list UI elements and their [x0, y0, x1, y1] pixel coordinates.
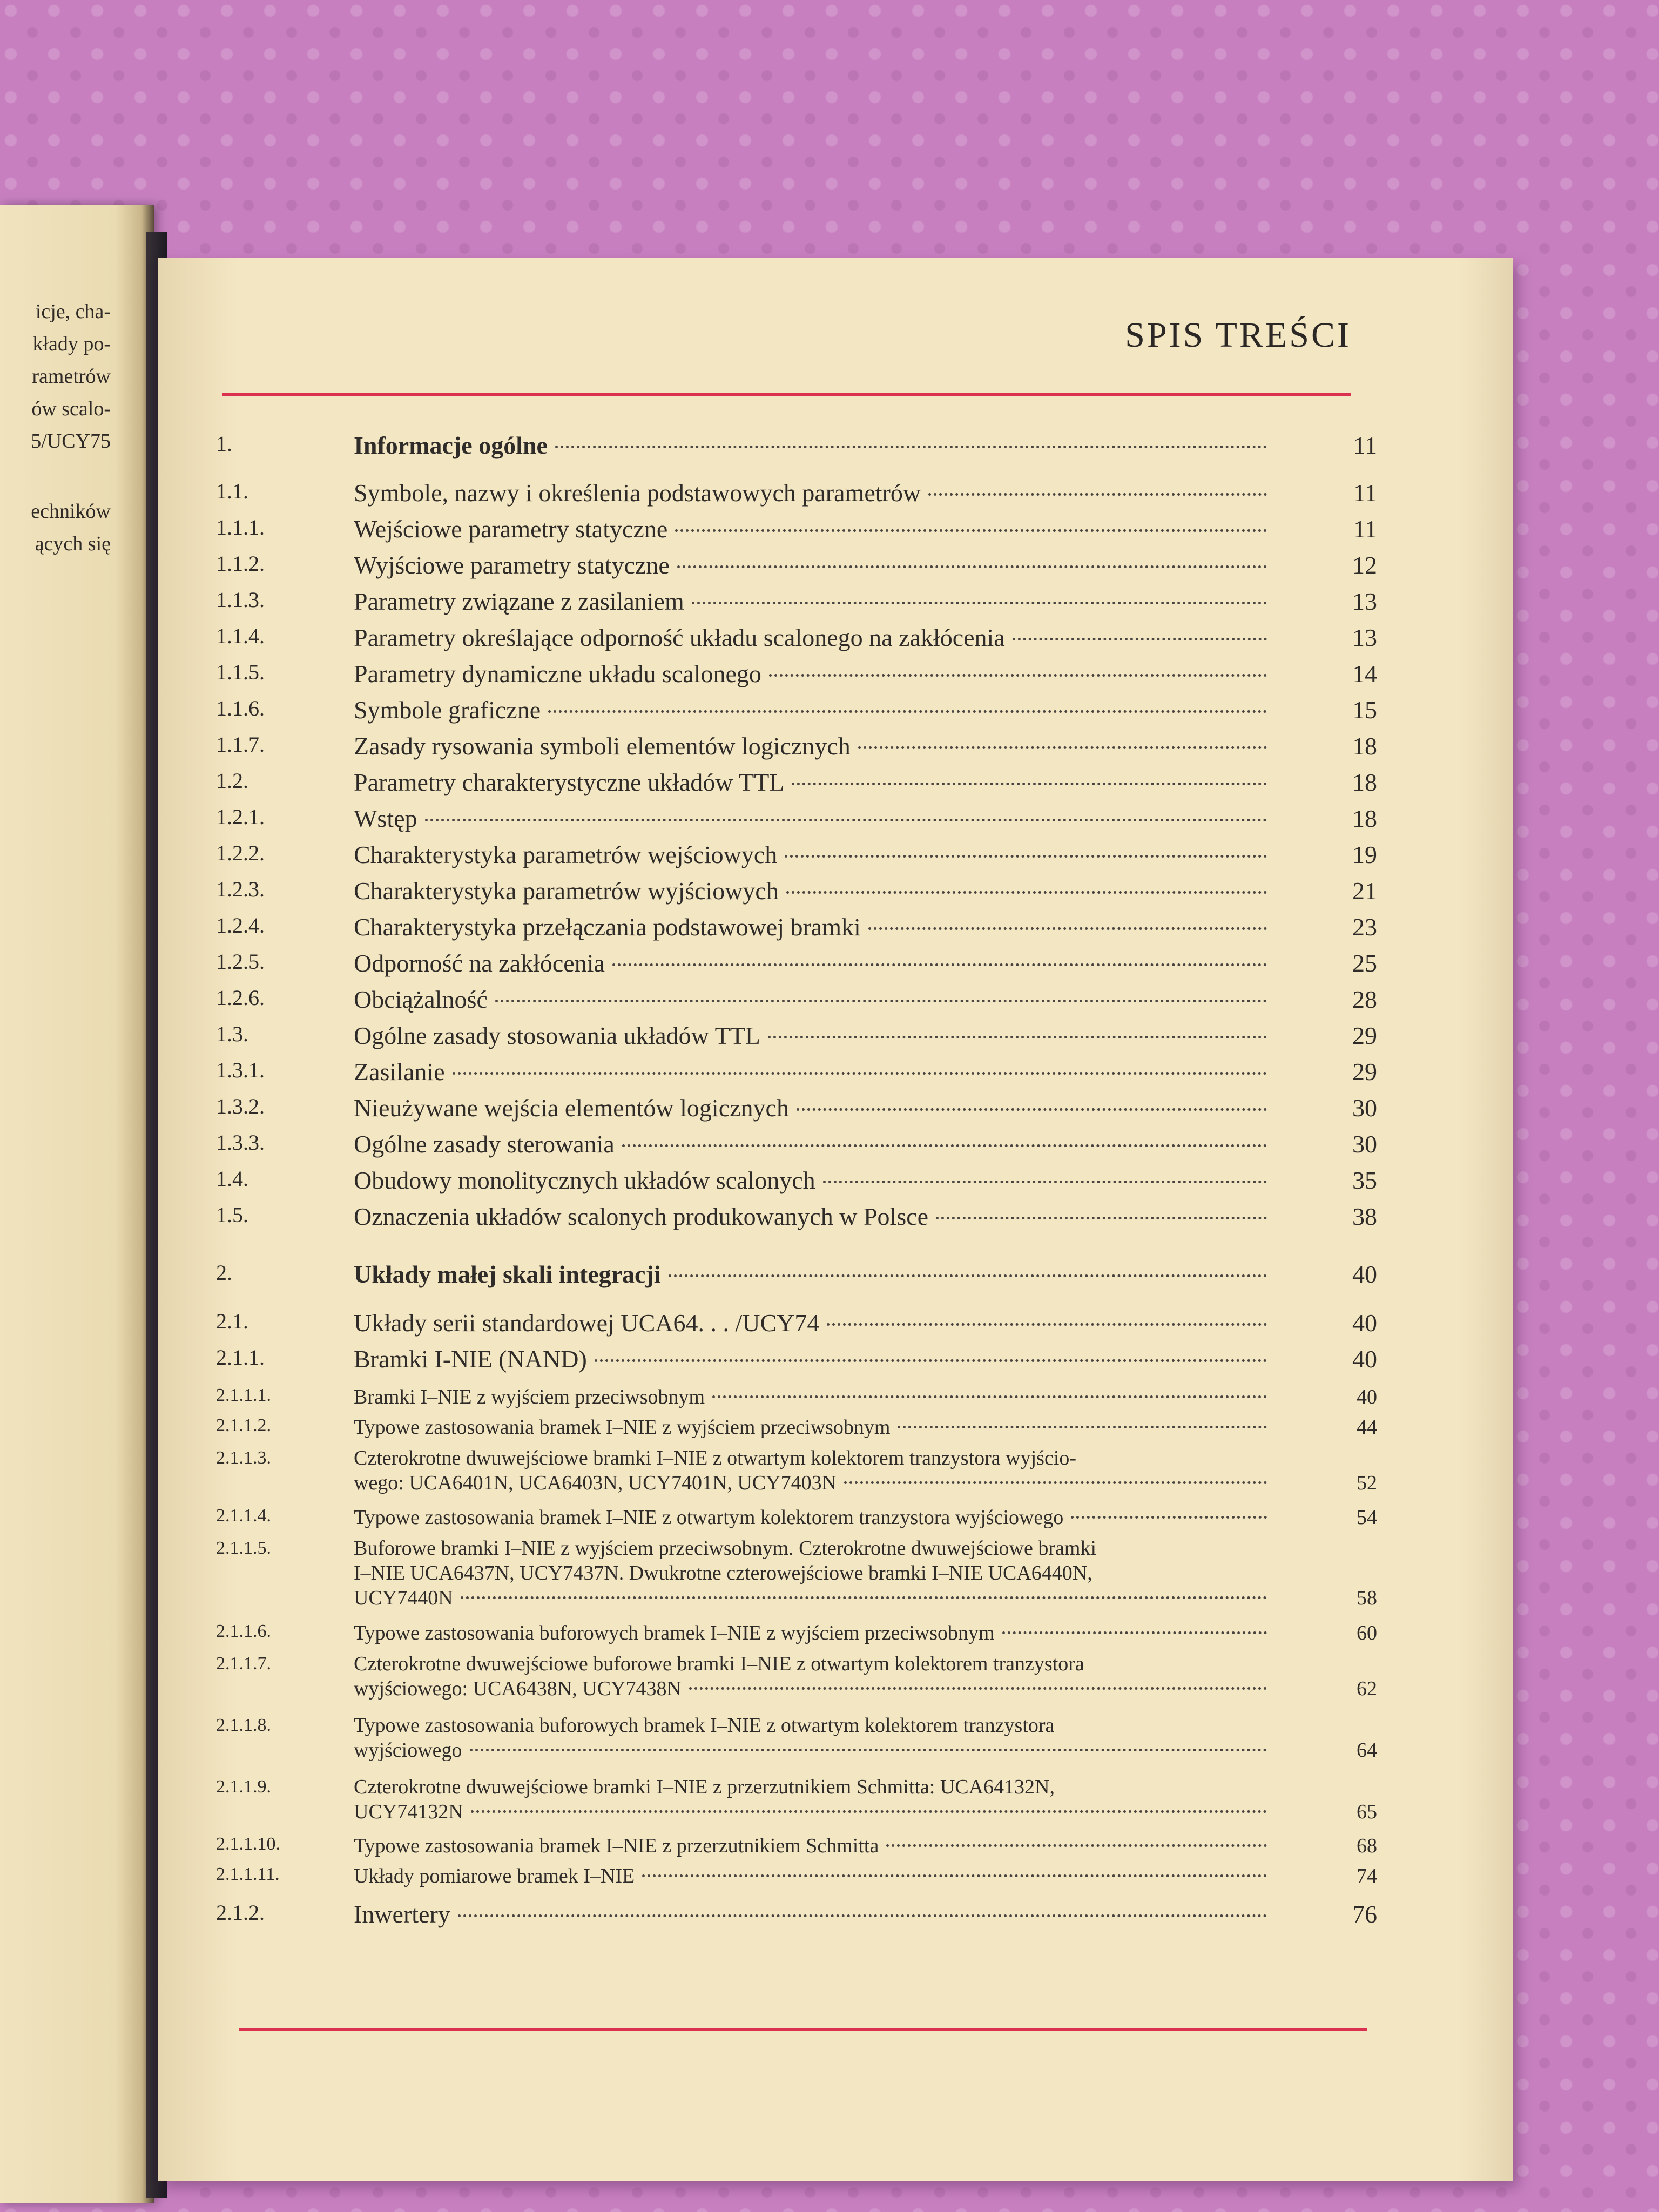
entry-title: Oznaczenia układów scalonych produkowanych w Polsce: [354, 1203, 929, 1230]
entry-page: 29: [1352, 1058, 1377, 1085]
entry-number: 2.: [216, 1260, 232, 1285]
entry-title-line: Typowe zastosowania buforowych bramek I–NIE z otwartym kolektorem tranzystora: [354, 1714, 1055, 1737]
entry-number: 2.1.1.5.: [216, 1538, 271, 1558]
entry-title-line: Czterokrotne dwuwejściowe bramki I–NIE z otwartym kolektorem tranzystora wyjścio-: [354, 1447, 1077, 1469]
leader-dots: [453, 1072, 1267, 1075]
entry-page: 30: [1352, 1130, 1377, 1158]
entry-title: Inwertery: [354, 1900, 450, 1928]
entry-title: Charakterystyka parametrów wyjściowych: [354, 877, 779, 905]
entry-page: 29: [1352, 1022, 1377, 1049]
entry-number: 2.1.1.4.: [216, 1506, 271, 1526]
leader-dots: [425, 819, 1267, 821]
entry-number: 2.1.: [216, 1309, 248, 1333]
leader-dots: [642, 1874, 1267, 1877]
leader-dots: [898, 1426, 1267, 1428]
entry-page: 58: [1357, 1587, 1377, 1609]
leader-dots: [689, 1687, 1267, 1690]
leader-dots: [555, 446, 1267, 448]
entry-page: 40: [1352, 1309, 1377, 1337]
leader-dots: [936, 1217, 1267, 1219]
entry-page: 65: [1357, 1800, 1377, 1823]
leader-dots: [675, 529, 1267, 532]
leader-dots: [612, 963, 1267, 966]
left-page-fragment: ów scalo-: [31, 397, 111, 420]
entry-title: Nieużywane wejścia elementów logicznych: [354, 1094, 789, 1122]
entry-number: 1.2.1.: [216, 805, 265, 829]
entry-number: 1.3.1.: [216, 1058, 265, 1082]
leader-dots: [470, 1749, 1267, 1751]
entry-number: 1.1.4.: [216, 624, 265, 648]
entry-title: Ogólne zasady stosowania układów TTL: [354, 1022, 760, 1049]
entry-number: 1.1.2.: [216, 551, 265, 576]
left-page-fragment: ących się: [35, 532, 111, 555]
entry-page: 14: [1352, 660, 1377, 687]
entry-title: Symbole graficzne: [354, 696, 541, 724]
entry-title: Symbole, nazwy i określenia podstawowych parametrów: [354, 479, 921, 507]
entry-title-line: Buforowe bramki I–NIE z wyjściem przeciwsobnym. Czterokrotne dwuwejściowe bramki: [354, 1537, 1096, 1560]
entry-title: Charakterystyka przełączania podstawowej bramki: [354, 913, 861, 941]
entry-title-line: wyjściowego: [354, 1739, 462, 1762]
entry-title: Bramki I–NIE z wyjściem przeciwsobnym: [354, 1386, 705, 1408]
entry-title-line: UCY7440N: [354, 1587, 453, 1609]
entry-page: 18: [1352, 768, 1377, 796]
entry-number: 2.1.1.1.: [216, 1385, 271, 1405]
leader-dots: [692, 602, 1267, 604]
entry-title: Informacje ogólne: [354, 431, 548, 459]
entry-number: 2.1.1.7.: [216, 1654, 271, 1674]
entry-title-line: Czterokrotne dwuwejściowe bramki I–NIE z przerzutnikiem Schmitta: UCA64132N,: [354, 1776, 1055, 1798]
entry-number: 1.1.5.: [216, 660, 265, 684]
entry-page: 52: [1357, 1472, 1377, 1494]
entry-page: 64: [1357, 1739, 1377, 1762]
entry-title-line: wego: UCA6401N, UCA6403N, UCY7401N, UCY7403N: [354, 1472, 837, 1494]
entry-page: 18: [1352, 732, 1377, 760]
leader-dots: [669, 1274, 1267, 1277]
leader-dots: [548, 710, 1267, 713]
entry-number: 2.1.1.6.: [216, 1621, 271, 1641]
entry-number: 1.2.: [216, 768, 248, 793]
leader-dots: [792, 783, 1267, 785]
entry-number: 1.4.: [216, 1166, 248, 1191]
leader-dots: [886, 1844, 1267, 1847]
entry-number: 1.5.: [216, 1203, 248, 1227]
entry-page: 12: [1352, 551, 1377, 579]
leader-dots: [495, 1000, 1267, 1002]
leader-dots: [712, 1395, 1267, 1398]
entry-page: 23: [1352, 913, 1377, 941]
leader-dots: [797, 1108, 1267, 1111]
entry-title: Obudowy monolitycznych układów scalonych: [354, 1166, 815, 1194]
leader-dots: [677, 565, 1267, 568]
entry-number: 2.1.1.3.: [216, 1448, 271, 1468]
entry-page: 30: [1352, 1094, 1377, 1122]
entry-title: Wyjściowe parametry statyczne: [354, 551, 670, 579]
entry-title: Zasilanie: [354, 1058, 445, 1085]
entry-page: 13: [1352, 624, 1377, 651]
page-title: SPIS TREŚCI: [1125, 315, 1351, 355]
entry-page: 35: [1352, 1166, 1377, 1194]
entry-page: 74: [1357, 1865, 1377, 1887]
entry-number: 2.1.2.: [216, 1900, 265, 1925]
leader-dots: [1002, 1631, 1267, 1634]
entry-title: Ogólne zasady sterowania: [354, 1130, 615, 1158]
leader-dots: [1013, 638, 1267, 640]
entry-number: 1.2.4.: [216, 913, 265, 938]
leader-dots: [595, 1359, 1267, 1362]
entry-page: 60: [1357, 1622, 1377, 1644]
top-rule: [222, 393, 1351, 396]
entry-number: 1.2.5.: [216, 949, 265, 974]
leader-dots: [461, 1596, 1267, 1599]
entry-page: 40: [1352, 1260, 1377, 1288]
entry-page: 54: [1357, 1506, 1377, 1529]
entry-number: 1.1.7.: [216, 732, 265, 757]
entry-title: Typowe zastosowania buforowych bramek I–NIE z wyjściem przeciwsobnym: [354, 1622, 995, 1644]
leader-dots: [786, 891, 1267, 894]
left-page-fragment: kłady po-: [32, 333, 111, 355]
leader-dots: [1071, 1516, 1267, 1519]
entry-page: 11: [1353, 515, 1377, 543]
entry-page: 11: [1353, 431, 1377, 459]
entry-title: Układy małej skali integracji: [354, 1260, 661, 1288]
left-page-fragment: 5/UCY75: [31, 430, 111, 453]
leader-dots: [768, 1036, 1267, 1038]
entry-page: 44: [1357, 1416, 1377, 1439]
entry-number: 2.1.1.2.: [216, 1415, 271, 1435]
entry-title: Zasady rysowania symboli elementów logicznych: [354, 732, 851, 760]
leader-dots: [928, 493, 1267, 496]
entry-title: Typowe zastosowania bramek I–NIE z wyjściem przeciwsobnym: [354, 1416, 891, 1439]
entry-title-line: I–NIE UCA6437N, UCY7437N. Dwukrotne czterowejściowe bramki I–NIE UCA6440N,: [354, 1562, 1092, 1584]
entry-number: 1.1.: [216, 479, 248, 503]
entry-page: 76: [1352, 1900, 1377, 1928]
entry-title: Typowe zastosowania bramek I–NIE z otwartym kolektorem tranzystora wyjściowego: [354, 1506, 1064, 1529]
entry-page: 18: [1352, 805, 1377, 832]
entry-number: 1.1.1.: [216, 515, 265, 539]
entry-page: 40: [1357, 1386, 1377, 1408]
leader-dots: [785, 855, 1267, 858]
entry-number: 1.2.3.: [216, 877, 265, 901]
entry-number: 1.3.3.: [216, 1130, 265, 1155]
entry-number: 1.1.6.: [216, 696, 265, 720]
entry-number: 1.3.: [216, 1022, 248, 1046]
entry-number: 2.1.1.11.: [216, 1864, 280, 1884]
leader-dots: [458, 1914, 1267, 1917]
entry-page: 68: [1357, 1835, 1377, 1857]
entry-page: 40: [1352, 1345, 1377, 1373]
entry-title: Bramki I-NIE (NAND): [354, 1345, 587, 1373]
entry-title: Typowe zastosowania bramek I–NIE z przerzutnikiem Schmitta: [354, 1835, 879, 1857]
previous-page-edge: [0, 205, 154, 2203]
entry-number: 2.1.1.: [216, 1345, 265, 1370]
entry-title: Parametry związane z zasilaniem: [354, 588, 684, 615]
entry-page: 28: [1352, 986, 1377, 1013]
entry-number: 1.: [216, 431, 232, 456]
entry-number: 2.1.1.9.: [216, 1777, 271, 1797]
toc-page: [158, 258, 1513, 2181]
entry-page: 11: [1353, 479, 1377, 507]
entry-page: 21: [1352, 877, 1377, 905]
leader-dots: [622, 1144, 1267, 1147]
entry-title: Obciążalność: [354, 986, 488, 1013]
bottom-rule: [239, 2028, 1367, 2031]
entry-title-line: UCY74132N: [354, 1800, 463, 1823]
leader-dots: [868, 927, 1267, 930]
leader-dots: [769, 674, 1267, 677]
entry-title: Odporność na zakłócenia: [354, 949, 605, 977]
entry-title-line: wyjściowego: UCA6438N, UCY7438N: [354, 1677, 682, 1700]
entry-title: Układy serii standardowej UCA64. . . /UCY74: [354, 1309, 820, 1337]
entry-page: 38: [1352, 1203, 1377, 1230]
leader-dots: [471, 1810, 1267, 1813]
leader-dots: [858, 746, 1267, 749]
entry-title: Charakterystyka parametrów wejściowych: [354, 841, 778, 868]
left-page-fragment: rametrów: [32, 365, 111, 388]
leader-dots: [827, 1323, 1267, 1326]
left-page-fragment: icje, cha-: [35, 300, 111, 323]
left-page-fragment: echników: [31, 500, 111, 523]
entry-page: 62: [1357, 1677, 1377, 1700]
entry-title: Parametry dynamiczne układu scalonego: [354, 660, 761, 687]
entry-number: 1.3.2.: [216, 1094, 265, 1118]
entry-title-line: Czterokrotne dwuwejściowe buforowe bramki I–NIE z otwartym kolektorem tranzystora: [354, 1653, 1084, 1675]
entry-page: 15: [1352, 696, 1377, 724]
entry-number: 1.2.6.: [216, 986, 265, 1010]
entry-title: Parametry określające odporność układu scalonego na zakłócenia: [354, 624, 1005, 651]
leader-dots: [844, 1481, 1267, 1484]
entry-number: 1.2.2.: [216, 841, 265, 865]
entry-page: 19: [1352, 841, 1377, 868]
entry-number: 2.1.1.10.: [216, 1834, 280, 1854]
entry-title: Parametry charakterystyczne układów TTL: [354, 768, 785, 796]
leader-dots: [823, 1181, 1267, 1183]
entry-title: Wstęp: [354, 805, 417, 832]
entry-number: 1.1.3.: [216, 588, 265, 612]
entry-page: 13: [1352, 588, 1377, 615]
entry-number: 2.1.1.8.: [216, 1715, 271, 1735]
entry-title: Wejściowe parametry statyczne: [354, 515, 668, 543]
entry-title: Układy pomiarowe bramek I–NIE: [354, 1865, 635, 1887]
entry-page: 25: [1352, 949, 1377, 977]
